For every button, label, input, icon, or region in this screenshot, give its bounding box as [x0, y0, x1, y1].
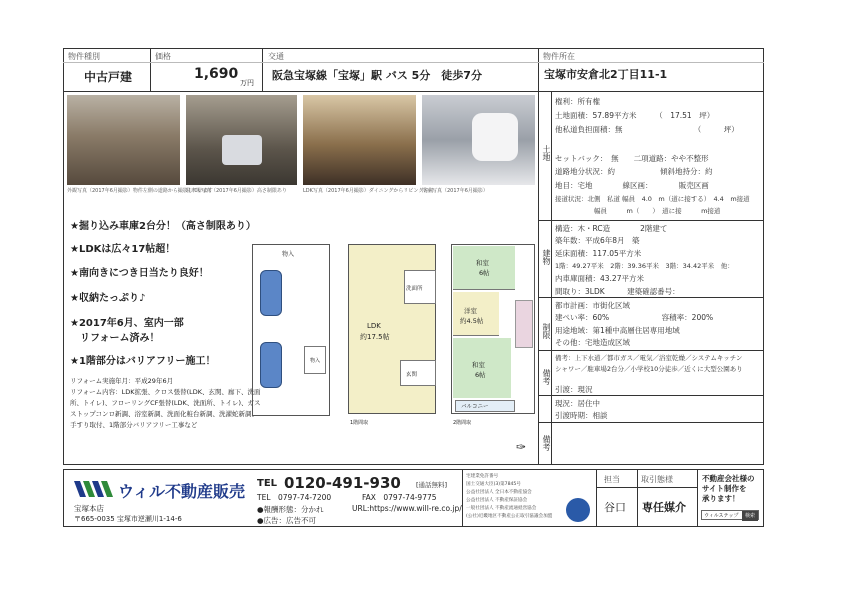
legal-row: 用途地域：第1種中高層住居専用地域: [555, 326, 680, 335]
land-row: 接道状況：北側 私道 幅員 4.0 m（道に接する） 4.4 m接道: [555, 195, 750, 203]
western-room-size: 約4.5帖: [460, 317, 484, 325]
remarks-section-label: 備考: [542, 435, 551, 451]
land-row: 地目：宅地 線区画： 販売区画: [555, 181, 709, 190]
timing-label: 引渡時期：: [555, 411, 593, 420]
building-row: 構造：木・RC造 2階建て: [555, 224, 668, 233]
garage-photo: [186, 95, 297, 185]
delivery-value: 現況: [577, 385, 593, 394]
price-label: 価格: [155, 52, 171, 61]
land-row: 土地面積：57.89平方米 （ 17.51 坪）: [555, 111, 715, 120]
reform-line: 手すり取付、1階部分バリアフリー工事など: [70, 421, 198, 429]
photo-caption-2: 駐車場写真（2017年6月撮影）高さ制限あり: [186, 188, 287, 194]
address-label: 物件所在: [543, 52, 575, 61]
license-line: 一般社団法人 不動産流通経営協会: [466, 506, 537, 511]
entrance-label: 玄関: [406, 372, 418, 378]
land-row: セットバック： 無 二項道路：やや不整形: [555, 154, 709, 163]
feature-5: ★2017年6月、室内一部: [70, 318, 184, 329]
reform-line: リフォーム実施年月：平成29年6月: [70, 377, 174, 385]
type-value: 中古戸建: [84, 70, 133, 84]
balcony-label: バルコニー: [461, 404, 489, 410]
feature-6: リフォーム済み！: [70, 333, 160, 344]
price-value: 1,690: [194, 66, 239, 82]
photo-caption-1: 外観写真（2017年6月撮影）物件左側の道路から撮影しています: [67, 188, 213, 194]
land-row: 幅員 m（ ） 道に接 m接道: [555, 207, 721, 215]
bathroom-photo: [422, 95, 535, 185]
exterior-photo: [67, 95, 180, 185]
ad-text: ●広告：広告不可: [257, 516, 317, 525]
access-label: 交通: [268, 52, 284, 61]
misc-row: [555, 410, 608, 421]
land-section-label: 土地: [542, 145, 551, 161]
status-label: 現況：: [555, 399, 578, 408]
stair-box: [515, 300, 533, 348]
western-room-label: 洋室: [464, 307, 477, 315]
status-value: 居住中: [577, 399, 600, 408]
land-row: 他私道負担面積：無 （ 坪）: [555, 125, 739, 134]
timing-value: 相談: [592, 411, 608, 420]
garage-storage-box: 物入: [304, 346, 326, 374]
reform-line: ストップコンロ新調、浴室新調、洗面化粧台新調、洗濯蛇新調、: [70, 410, 258, 418]
jp-room-2-label: 和室: [472, 361, 485, 369]
building-section-label: 建物: [542, 249, 551, 265]
feature-1: ★掘り込み車庫2台分！（高さ制限あり）: [70, 221, 256, 232]
association-seal-icon: [566, 498, 590, 522]
feature-4: ★収納たっぷり♪: [70, 293, 146, 304]
promo-line: サイト制作を: [702, 484, 747, 493]
jp-room-2-size: 6帖: [475, 371, 486, 379]
land-row: 権利：所有権: [555, 97, 600, 106]
jp-room-1-size: 6帖: [479, 269, 490, 277]
type-label: 物件種別: [68, 52, 100, 61]
promo-badge: 検索: [742, 511, 758, 521]
car-icon: [260, 270, 282, 316]
building-row: 内車庫面積：43.27平方米: [555, 274, 644, 283]
promo-text: [702, 474, 755, 504]
tel2-value[interactable]: TEL 0797-74-7200: [257, 493, 332, 502]
promo-search-box[interactable]: [701, 510, 759, 520]
tel-label: TEL: [257, 478, 278, 489]
promo-line: 不動産会社様の: [702, 474, 755, 483]
feature-2: ★LDKは広々17帖超！: [70, 244, 176, 255]
access-value: 阪急宝塚線「宝塚」駅 バス 5分 徒歩7分: [272, 69, 482, 82]
license-line: 公益社団法人 全日本不動産協会: [466, 490, 532, 495]
legal-row: 都市計画：市街化区域: [555, 301, 630, 310]
person-label: 担当: [604, 475, 620, 484]
license-line: (公社)近畿地区不動産公正取引協議会加盟: [466, 514, 553, 519]
building-row: 築年数：平成6年8月 築: [555, 236, 640, 245]
ldk-label: LDK: [367, 322, 381, 330]
promo-tag: ウィルステップ: [704, 513, 739, 519]
photo-caption-4: 浴室写真（2017年6月撮影）: [422, 188, 488, 194]
feature-3: ★南向きにつき日当たり良好！: [70, 268, 209, 279]
license-block: [466, 473, 566, 521]
commission-text: ●報酬形態：分かれ: [257, 505, 324, 514]
floor1-caption: 1階間取: [350, 420, 369, 426]
feature-7: ★1階部分はバリアフリー施工！: [70, 356, 216, 367]
garage-storage-label: 物入: [282, 251, 295, 258]
building-row: 延床面積：117.05平方米: [555, 249, 642, 258]
compass-icon: ✑: [516, 440, 527, 454]
promo-line: 承ります！: [702, 494, 740, 503]
car-icon: [260, 342, 282, 388]
building-row: 間取り：3LDK 建築確認番号：: [555, 287, 680, 296]
license-line: 国土交通大臣(3)第7845号: [466, 482, 521, 487]
legal-row: 建ぺい率：60% 容積率：200%: [555, 313, 714, 322]
tel-note: [通話無料]: [416, 481, 448, 489]
ldk-photo: [303, 95, 416, 185]
misc-row: 備考：上下水道／都市ガス／電気／浴室乾燥／システムキッチン: [555, 354, 743, 362]
deal-label: 取引態様: [641, 475, 673, 484]
tel-value[interactable]: 0120-491-930: [284, 474, 401, 492]
legal-row: その他：宅地造成区域: [555, 338, 630, 347]
delivery-label: 引渡：: [555, 385, 578, 394]
floor2-caption: 2階間取: [453, 420, 472, 426]
land-row: 道路地分状況：約 傾斜地持分：約: [555, 167, 713, 176]
photo-caption-3: LDK写真（2017年6月撮影）ダイニングからリビング方向: [303, 188, 434, 194]
misc-section-label: 備考: [542, 369, 551, 385]
company-logo-icon: [74, 479, 114, 499]
misc-row: [555, 384, 593, 395]
jp-room-1-label: 和室: [476, 259, 489, 267]
address-value: 宝塚市安倉北2丁目11-1: [544, 68, 668, 81]
washroom-label: 洗面所: [406, 286, 423, 292]
legal-section-label: 制限: [542, 323, 551, 339]
company-name: ウィル不動産販売: [118, 482, 246, 501]
license-line: 宅建業免許番号: [466, 474, 499, 479]
person-value: 谷口: [604, 501, 626, 514]
reform-line: 所、トイレ)、フローリングCF張替(LDK、洗面所、トイレ)、ガス: [70, 399, 261, 407]
website-link[interactable]: URL:https://www.will-re.co.jp/: [352, 504, 462, 513]
misc-row: [555, 398, 600, 409]
ldk-size: 約17.5帖: [360, 333, 390, 341]
branch-name: 宝塚本店: [74, 504, 104, 513]
license-line: 公益社団法人 不動産保証協会: [466, 498, 528, 503]
deal-value: 専任媒介: [642, 501, 686, 514]
branch-address: 〒665-0035 宝塚市逆瀬川1-14-6: [74, 515, 182, 523]
reform-line: リフォーム内容：LDK拡張、クロス張替(LDK、玄関、廊下、洗面: [70, 388, 261, 396]
building-row: 1階：49.27平米 2階：39.36平米 3階：34.42平米 他：: [555, 262, 734, 270]
fax-value: FAX 0797-74-9775: [362, 493, 437, 502]
price-unit: 万円: [240, 79, 254, 87]
misc-row: シャワー／駐車場2台分／小学校10分徒歩／近くに大型公園あり: [555, 365, 743, 373]
